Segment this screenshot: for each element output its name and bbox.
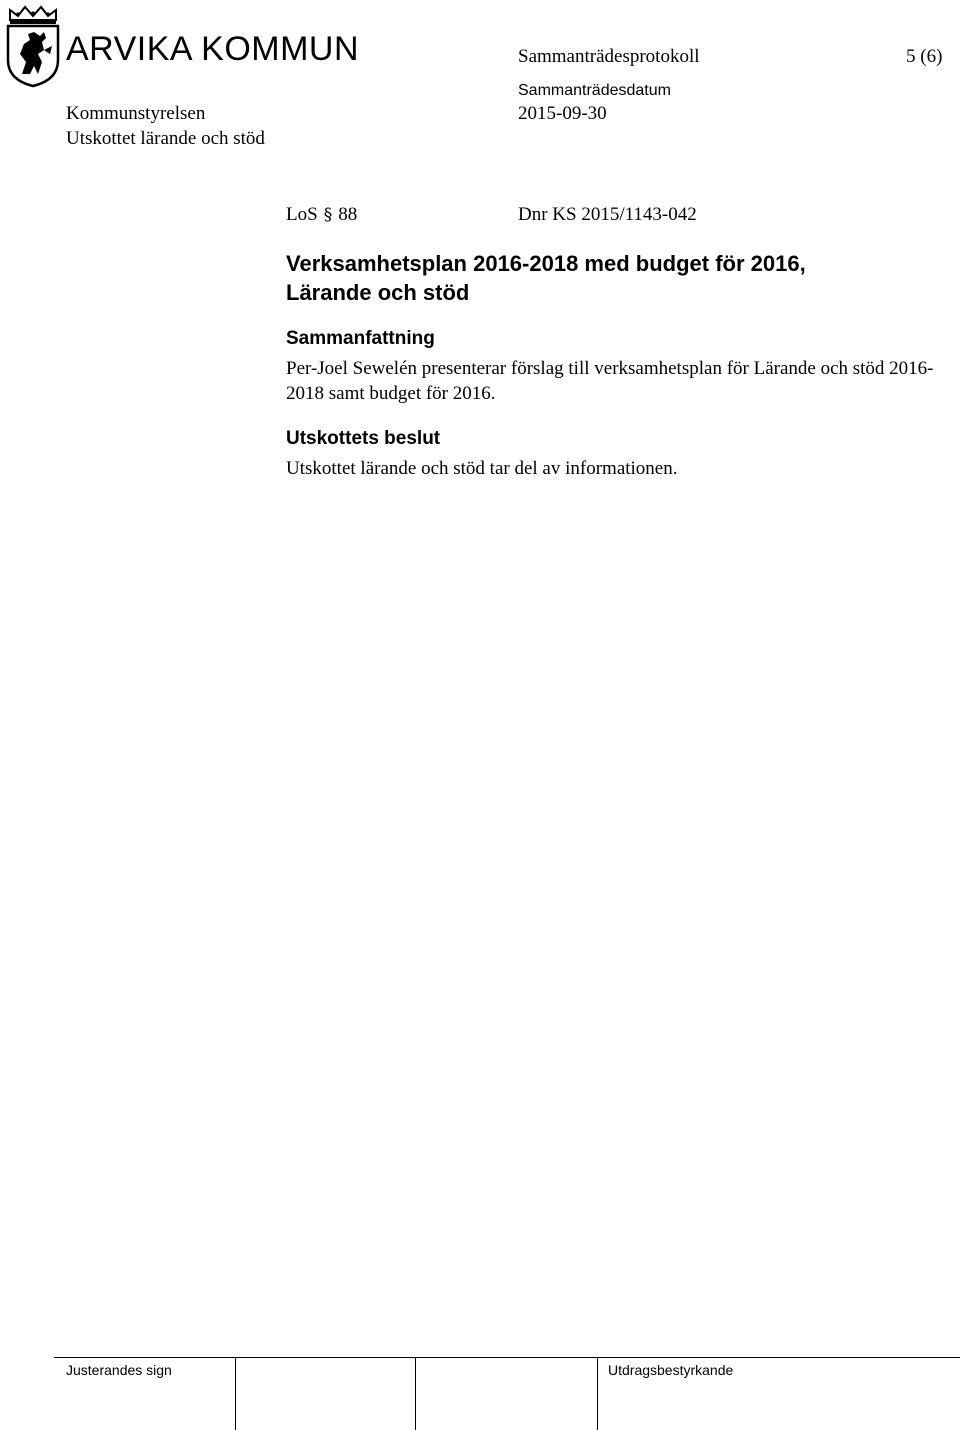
decision-text: Utskottet lärande och stöd tar del av informationen. <box>286 458 678 479</box>
signature-box-divider <box>235 1357 236 1430</box>
logo-wordmark: ARVIKA KOMMUN <box>66 30 360 68</box>
section-title <box>286 249 926 307</box>
committee-name: Utskottet lärande och stöd <box>66 128 265 149</box>
section-title-line-2: Lärande och stöd <box>286 280 470 305</box>
diary-number: Dnr KS 2015/1143-042 <box>518 204 697 225</box>
summary-text: Per-Joel Sewelén presenterar förslag till verksamhetsplan för Lärande och stöd 2016-2018 samt budget för 2016. <box>286 358 934 404</box>
footer-divider <box>54 1357 960 1358</box>
document-type: Sammanträdesprotokoll <box>518 46 700 67</box>
signature-box-divider <box>415 1357 416 1430</box>
meeting-date: 2015-09-30 <box>518 103 607 124</box>
meeting-date-label: Sammanträdesdatum <box>518 82 671 99</box>
section-number: 88 <box>338 204 358 225</box>
page-number: 5 (6) <box>906 46 943 67</box>
extract-certification-label: Utdragsbestyrkande <box>608 1362 734 1378</box>
section-symbol: § <box>323 205 333 225</box>
section-reference <box>286 204 357 226</box>
signature-box-divider <box>597 1357 598 1430</box>
summary-heading: Sammanfattning <box>286 328 435 349</box>
adjuster-signature-label: Justerandes sign <box>66 1362 172 1378</box>
decision-heading: Utskottets beslut <box>286 428 441 449</box>
organization-name: Kommunstyrelsen <box>66 103 206 124</box>
section-prefix: LoS <box>286 204 318 225</box>
coat-of-arms-icon <box>4 4 62 88</box>
section-title-line-1: Verksamhetsplan 2016-2018 med budget för 2016, <box>286 251 806 276</box>
